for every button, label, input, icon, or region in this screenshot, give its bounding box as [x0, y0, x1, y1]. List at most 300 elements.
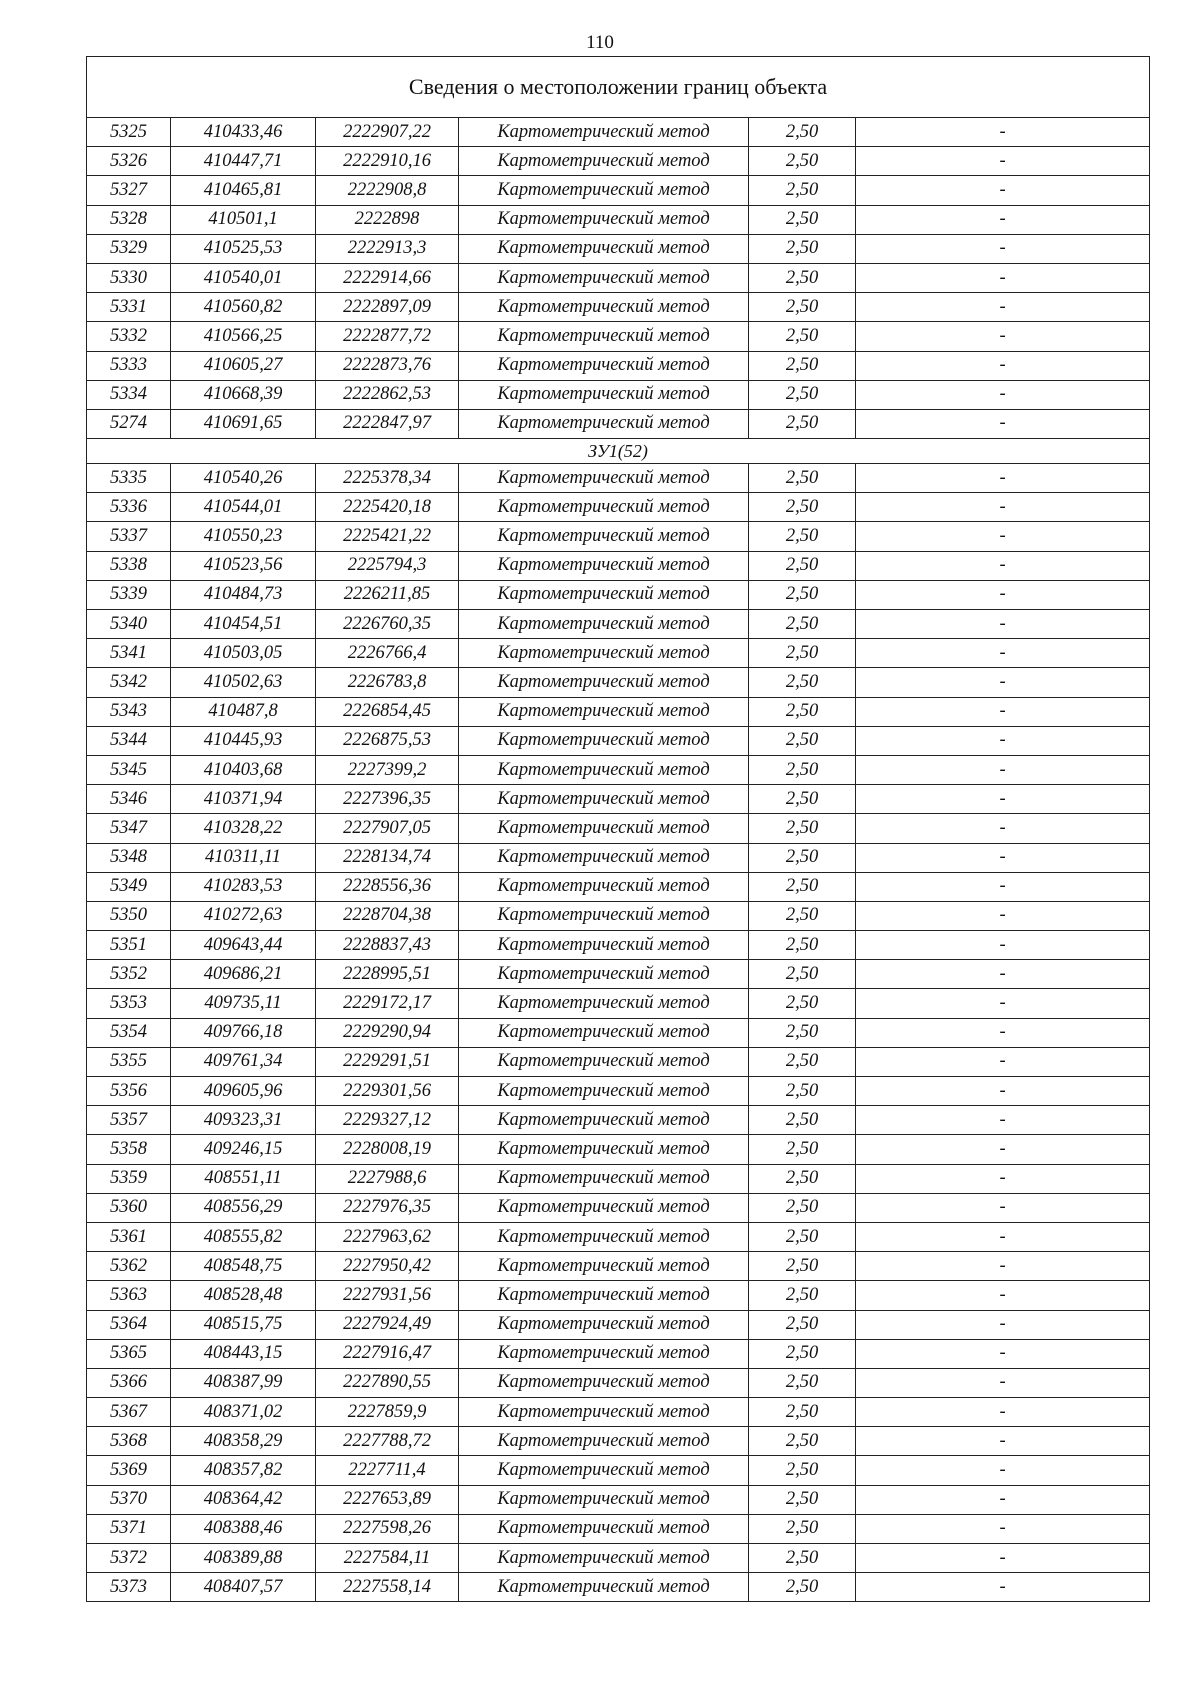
y-coordinate-cell: 2227890,55 — [316, 1368, 459, 1397]
y-coordinate-cell: 2225420,18 — [316, 493, 459, 522]
y-coordinate-cell: 2226211,85 — [316, 580, 459, 609]
x-coordinate-cell: 410525,53 — [171, 234, 316, 263]
method-cell: Картометрический метод — [459, 1456, 749, 1485]
description-cell: - — [856, 1164, 1150, 1193]
point-number-cell: 5370 — [87, 1485, 171, 1514]
x-coordinate-cell: 409761,34 — [171, 1047, 316, 1076]
point-number-cell: 5326 — [87, 147, 171, 176]
description-cell: - — [856, 464, 1150, 493]
method-cell: Картометрический метод — [459, 960, 749, 989]
point-number-cell: 5328 — [87, 205, 171, 234]
point-number-cell: 5367 — [87, 1398, 171, 1427]
method-cell: Картометрический метод — [459, 755, 749, 784]
method-cell: Картометрический метод — [459, 322, 749, 351]
description-cell: - — [856, 872, 1150, 901]
point-number-cell: 5347 — [87, 814, 171, 843]
method-cell: Картометрический метод — [459, 1106, 749, 1135]
x-coordinate-cell: 408556,29 — [171, 1193, 316, 1222]
description-cell: - — [856, 1281, 1150, 1310]
description-cell: - — [856, 380, 1150, 409]
description-cell: - — [856, 1339, 1150, 1368]
precision-cell: 2,50 — [749, 989, 856, 1018]
description-cell: - — [856, 814, 1150, 843]
table-row — [87, 263, 1150, 292]
point-number-cell: 5329 — [87, 234, 171, 263]
method-cell: Картометрический метод — [459, 697, 749, 726]
point-number-cell: 5331 — [87, 293, 171, 322]
y-coordinate-cell: 2228134,74 — [316, 843, 459, 872]
boundary-table-body — [87, 57, 1150, 1602]
description-cell: - — [856, 1106, 1150, 1135]
precision-cell: 2,50 — [749, 205, 856, 234]
precision-cell: 2,50 — [749, 1164, 856, 1193]
precision-cell: 2,50 — [749, 1544, 856, 1573]
y-coordinate-cell: 2222873,76 — [316, 351, 459, 380]
x-coordinate-cell: 408357,82 — [171, 1456, 316, 1485]
point-number-cell: 5364 — [87, 1310, 171, 1339]
description-cell: - — [856, 293, 1150, 322]
x-coordinate-cell: 408371,02 — [171, 1398, 316, 1427]
point-number-cell: 5369 — [87, 1456, 171, 1485]
y-coordinate-cell: 2225378,34 — [316, 464, 459, 493]
point-number-cell: 5357 — [87, 1106, 171, 1135]
point-number-cell: 5368 — [87, 1427, 171, 1456]
table-row — [87, 380, 1150, 409]
page-number: 110 — [586, 32, 614, 53]
y-coordinate-cell: 2228837,43 — [316, 931, 459, 960]
table-row — [87, 843, 1150, 872]
point-number-cell: 5363 — [87, 1281, 171, 1310]
precision-cell: 2,50 — [749, 1252, 856, 1281]
description-cell: - — [856, 785, 1150, 814]
y-coordinate-cell: 2227859,9 — [316, 1398, 459, 1427]
x-coordinate-cell: 410433,46 — [171, 118, 316, 147]
precision-cell: 2,50 — [749, 1106, 856, 1135]
method-cell: Картометрический метод — [459, 1222, 749, 1251]
precision-cell: 2,50 — [749, 147, 856, 176]
precision-cell: 2,50 — [749, 409, 856, 438]
table-row — [87, 234, 1150, 263]
description-cell: - — [856, 843, 1150, 872]
x-coordinate-cell: 410523,56 — [171, 551, 316, 580]
description-cell: - — [856, 989, 1150, 1018]
precision-cell: 2,50 — [749, 1222, 856, 1251]
method-cell: Картометрический метод — [459, 872, 749, 901]
method-cell: Картометрический метод — [459, 293, 749, 322]
table-row — [87, 1427, 1150, 1456]
y-coordinate-cell: 2225794,3 — [316, 551, 459, 580]
table-row — [87, 1077, 1150, 1106]
table-row — [87, 1573, 1150, 1602]
y-coordinate-cell: 2222910,16 — [316, 147, 459, 176]
method-cell: Картометрический метод — [459, 205, 749, 234]
x-coordinate-cell: 410447,71 — [171, 147, 316, 176]
point-number-cell: 5361 — [87, 1222, 171, 1251]
description-cell: - — [856, 931, 1150, 960]
precision-cell: 2,50 — [749, 755, 856, 784]
table-row — [87, 464, 1150, 493]
method-cell: Картометрический метод — [459, 1164, 749, 1193]
description-cell: - — [856, 1573, 1150, 1602]
method-cell: Картометрический метод — [459, 843, 749, 872]
table-row — [87, 1339, 1150, 1368]
x-coordinate-cell: 410501,1 — [171, 205, 316, 234]
y-coordinate-cell: 2222907,22 — [316, 118, 459, 147]
table-row — [87, 755, 1150, 784]
method-cell: Картометрический метод — [459, 409, 749, 438]
y-coordinate-cell: 2227924,49 — [316, 1310, 459, 1339]
table-row — [87, 931, 1150, 960]
y-coordinate-cell: 2226783,8 — [316, 668, 459, 697]
point-number-cell: 5365 — [87, 1339, 171, 1368]
table-row — [87, 1252, 1150, 1281]
table-row — [87, 1018, 1150, 1047]
description-cell: - — [856, 551, 1150, 580]
precision-cell: 2,50 — [749, 293, 856, 322]
description-cell: - — [856, 610, 1150, 639]
y-coordinate-cell: 2222847,97 — [316, 409, 459, 438]
precision-cell: 2,50 — [749, 1514, 856, 1543]
method-cell: Картометрический метод — [459, 380, 749, 409]
method-cell: Картометрический метод — [459, 118, 749, 147]
point-number-cell: 5335 — [87, 464, 171, 493]
y-coordinate-cell: 2227584,11 — [316, 1544, 459, 1573]
y-coordinate-cell: 2227907,05 — [316, 814, 459, 843]
precision-cell: 2,50 — [749, 118, 856, 147]
method-cell: Картометрический метод — [459, 1310, 749, 1339]
table-row — [87, 293, 1150, 322]
point-number-cell: 5327 — [87, 176, 171, 205]
precision-cell: 2,50 — [749, 1339, 856, 1368]
table-row — [87, 1514, 1150, 1543]
method-cell: Картометрический метод — [459, 1514, 749, 1543]
table-row — [87, 493, 1150, 522]
title-row — [87, 57, 1150, 118]
description-cell: - — [856, 1222, 1150, 1251]
table-row — [87, 1164, 1150, 1193]
table-row — [87, 322, 1150, 351]
x-coordinate-cell: 409686,21 — [171, 960, 316, 989]
precision-cell: 2,50 — [749, 1135, 856, 1164]
x-coordinate-cell: 410560,82 — [171, 293, 316, 322]
x-coordinate-cell: 410465,81 — [171, 176, 316, 205]
x-coordinate-cell: 408389,88 — [171, 1544, 316, 1573]
description-cell: - — [856, 668, 1150, 697]
y-coordinate-cell: 2227963,62 — [316, 1222, 459, 1251]
x-coordinate-cell: 410503,05 — [171, 639, 316, 668]
method-cell: Картометрический метод — [459, 1398, 749, 1427]
method-cell: Картометрический метод — [459, 551, 749, 580]
y-coordinate-cell: 2229172,17 — [316, 989, 459, 1018]
method-cell: Картометрический метод — [459, 1544, 749, 1573]
description-cell: - — [856, 205, 1150, 234]
precision-cell: 2,50 — [749, 380, 856, 409]
precision-cell: 2,50 — [749, 580, 856, 609]
y-coordinate-cell: 2222898 — [316, 205, 459, 234]
description-cell: - — [856, 263, 1150, 292]
method-cell: Картометрический метод — [459, 1077, 749, 1106]
x-coordinate-cell: 410272,63 — [171, 901, 316, 930]
method-cell: Картометрический метод — [459, 1573, 749, 1602]
description-cell: - — [856, 118, 1150, 147]
y-coordinate-cell: 2226766,4 — [316, 639, 459, 668]
point-number-cell: 5360 — [87, 1193, 171, 1222]
precision-cell: 2,50 — [749, 351, 856, 380]
description-cell: - — [856, 1310, 1150, 1339]
coordinates-sheet — [86, 56, 1149, 1602]
y-coordinate-cell: 2222914,66 — [316, 263, 459, 292]
method-cell: Картометрический метод — [459, 668, 749, 697]
table-row — [87, 1106, 1150, 1135]
point-number-cell: 5349 — [87, 872, 171, 901]
method-cell: Картометрический метод — [459, 263, 749, 292]
x-coordinate-cell: 410540,01 — [171, 263, 316, 292]
table-row — [87, 785, 1150, 814]
x-coordinate-cell: 409735,11 — [171, 989, 316, 1018]
x-coordinate-cell: 408407,57 — [171, 1573, 316, 1602]
table-row — [87, 1310, 1150, 1339]
method-cell: Картометрический метод — [459, 1135, 749, 1164]
description-cell: - — [856, 1193, 1150, 1222]
point-number-cell: 5274 — [87, 409, 171, 438]
method-cell: Картометрический метод — [459, 989, 749, 1018]
precision-cell: 2,50 — [749, 610, 856, 639]
boundary-table — [86, 56, 1150, 1602]
y-coordinate-cell: 2226760,35 — [316, 610, 459, 639]
table-row — [87, 1222, 1150, 1251]
description-cell: - — [856, 522, 1150, 551]
method-cell: Картометрический метод — [459, 1047, 749, 1076]
table-row — [87, 205, 1150, 234]
description-cell: - — [856, 1047, 1150, 1076]
x-coordinate-cell: 408515,75 — [171, 1310, 316, 1339]
y-coordinate-cell: 2227950,42 — [316, 1252, 459, 1281]
precision-cell: 2,50 — [749, 464, 856, 493]
description-cell: - — [856, 147, 1150, 176]
description-cell: - — [856, 1398, 1150, 1427]
y-coordinate-cell: 2228008,19 — [316, 1135, 459, 1164]
y-coordinate-cell: 2229291,51 — [316, 1047, 459, 1076]
description-cell: - — [856, 493, 1150, 522]
method-cell: Картометрический метод — [459, 147, 749, 176]
precision-cell: 2,50 — [749, 960, 856, 989]
point-number-cell: 5337 — [87, 522, 171, 551]
group-row — [87, 439, 1150, 464]
x-coordinate-cell: 408555,82 — [171, 1222, 316, 1251]
y-coordinate-cell: 2226854,45 — [316, 697, 459, 726]
method-cell: Картометрический метод — [459, 1339, 749, 1368]
x-coordinate-cell: 410445,93 — [171, 726, 316, 755]
description-cell: - — [856, 1077, 1150, 1106]
point-number-cell: 5330 — [87, 263, 171, 292]
y-coordinate-cell: 2229301,56 — [316, 1077, 459, 1106]
point-number-cell: 5356 — [87, 1077, 171, 1106]
method-cell: Картометрический метод — [459, 464, 749, 493]
point-number-cell: 5346 — [87, 785, 171, 814]
point-number-cell: 5343 — [87, 697, 171, 726]
y-coordinate-cell: 2227711,4 — [316, 1456, 459, 1485]
point-number-cell: 5333 — [87, 351, 171, 380]
point-number-cell: 5332 — [87, 322, 171, 351]
precision-cell: 2,50 — [749, 1368, 856, 1397]
description-cell: - — [856, 901, 1150, 930]
x-coordinate-cell: 410566,25 — [171, 322, 316, 351]
x-coordinate-cell: 409766,18 — [171, 1018, 316, 1047]
precision-cell: 2,50 — [749, 1427, 856, 1456]
y-coordinate-cell: 2222908,8 — [316, 176, 459, 205]
precision-cell: 2,50 — [749, 522, 856, 551]
table-row — [87, 1456, 1150, 1485]
precision-cell: 2,50 — [749, 639, 856, 668]
point-number-cell: 5362 — [87, 1252, 171, 1281]
y-coordinate-cell: 2227653,89 — [316, 1485, 459, 1514]
description-cell: - — [856, 1018, 1150, 1047]
x-coordinate-cell: 408551,11 — [171, 1164, 316, 1193]
method-cell: Картометрический метод — [459, 931, 749, 960]
precision-cell: 2,50 — [749, 322, 856, 351]
point-number-cell: 5338 — [87, 551, 171, 580]
table-row — [87, 1135, 1150, 1164]
x-coordinate-cell: 410328,22 — [171, 814, 316, 843]
method-cell: Картометрический метод — [459, 726, 749, 755]
point-number-cell: 5355 — [87, 1047, 171, 1076]
table-row — [87, 639, 1150, 668]
y-coordinate-cell: 2225421,22 — [316, 522, 459, 551]
y-coordinate-cell: 2228704,38 — [316, 901, 459, 930]
method-cell: Картометрический метод — [459, 1193, 749, 1222]
precision-cell: 2,50 — [749, 1281, 856, 1310]
method-cell: Картометрический метод — [459, 1281, 749, 1310]
point-number-cell: 5358 — [87, 1135, 171, 1164]
method-cell: Картометрический метод — [459, 901, 749, 930]
table-row — [87, 872, 1150, 901]
precision-cell: 2,50 — [749, 872, 856, 901]
y-coordinate-cell: 2227976,35 — [316, 1193, 459, 1222]
table-row — [87, 814, 1150, 843]
y-coordinate-cell: 2226875,53 — [316, 726, 459, 755]
description-cell: - — [856, 1514, 1150, 1543]
y-coordinate-cell: 2222897,09 — [316, 293, 459, 322]
precision-cell: 2,50 — [749, 931, 856, 960]
x-coordinate-cell: 410371,94 — [171, 785, 316, 814]
table-row — [87, 580, 1150, 609]
point-number-cell: 5373 — [87, 1573, 171, 1602]
x-coordinate-cell: 410550,23 — [171, 522, 316, 551]
y-coordinate-cell: 2228556,36 — [316, 872, 459, 901]
table-row — [87, 1544, 1150, 1573]
description-cell: - — [856, 580, 1150, 609]
y-coordinate-cell: 2222877,72 — [316, 322, 459, 351]
table-row — [87, 551, 1150, 580]
description-cell: - — [856, 1252, 1150, 1281]
method-cell: Картометрический метод — [459, 785, 749, 814]
precision-cell: 2,50 — [749, 1485, 856, 1514]
table-row — [87, 1047, 1150, 1076]
x-coordinate-cell: 408548,75 — [171, 1252, 316, 1281]
point-number-cell: 5336 — [87, 493, 171, 522]
table-row — [87, 351, 1150, 380]
description-cell: - — [856, 409, 1150, 438]
point-number-cell: 5372 — [87, 1544, 171, 1573]
y-coordinate-cell: 2227396,35 — [316, 785, 459, 814]
description-cell: - — [856, 1485, 1150, 1514]
description-cell: - — [856, 726, 1150, 755]
y-coordinate-cell: 2229327,12 — [316, 1106, 459, 1135]
method-cell: Картометрический метод — [459, 1018, 749, 1047]
precision-cell: 2,50 — [749, 1456, 856, 1485]
x-coordinate-cell: 408388,46 — [171, 1514, 316, 1543]
x-coordinate-cell: 410403,68 — [171, 755, 316, 784]
table-row — [87, 668, 1150, 697]
precision-cell: 2,50 — [749, 551, 856, 580]
x-coordinate-cell: 408387,99 — [171, 1368, 316, 1397]
description-cell: - — [856, 234, 1150, 263]
y-coordinate-cell: 2227399,2 — [316, 755, 459, 784]
precision-cell: 2,50 — [749, 1573, 856, 1602]
precision-cell: 2,50 — [749, 234, 856, 263]
precision-cell: 2,50 — [749, 1077, 856, 1106]
precision-cell: 2,50 — [749, 1018, 856, 1047]
table-row — [87, 1398, 1150, 1427]
method-cell: Картометрический метод — [459, 610, 749, 639]
x-coordinate-cell: 410544,01 — [171, 493, 316, 522]
precision-cell: 2,50 — [749, 493, 856, 522]
description-cell: - — [856, 755, 1150, 784]
point-number-cell: 5334 — [87, 380, 171, 409]
method-cell: Картометрический метод — [459, 639, 749, 668]
y-coordinate-cell: 2227598,26 — [316, 1514, 459, 1543]
x-coordinate-cell: 409605,96 — [171, 1077, 316, 1106]
point-number-cell: 5353 — [87, 989, 171, 1018]
x-coordinate-cell: 410502,63 — [171, 668, 316, 697]
method-cell: Картометрический метод — [459, 580, 749, 609]
method-cell: Картометрический метод — [459, 234, 749, 263]
x-coordinate-cell: 410311,11 — [171, 843, 316, 872]
x-coordinate-cell: 409643,44 — [171, 931, 316, 960]
point-number-cell: 5345 — [87, 755, 171, 784]
description-cell: - — [856, 639, 1150, 668]
x-coordinate-cell: 410605,27 — [171, 351, 316, 380]
point-number-cell: 5340 — [87, 610, 171, 639]
table-row — [87, 610, 1150, 639]
table-row — [87, 960, 1150, 989]
y-coordinate-cell: 2227988,6 — [316, 1164, 459, 1193]
description-cell: - — [856, 697, 1150, 726]
x-coordinate-cell: 410484,73 — [171, 580, 316, 609]
point-number-cell: 5342 — [87, 668, 171, 697]
y-coordinate-cell: 2227558,14 — [316, 1573, 459, 1602]
point-number-cell: 5352 — [87, 960, 171, 989]
table-row — [87, 1281, 1150, 1310]
point-number-cell: 5325 — [87, 118, 171, 147]
table-row — [87, 726, 1150, 755]
y-coordinate-cell: 2227916,47 — [316, 1339, 459, 1368]
table-row — [87, 901, 1150, 930]
method-cell: Картометрический метод — [459, 814, 749, 843]
method-cell: Картометрический метод — [459, 522, 749, 551]
y-coordinate-cell: 2222913,3 — [316, 234, 459, 263]
method-cell: Картометрический метод — [459, 1252, 749, 1281]
description-cell: - — [856, 1544, 1150, 1573]
table-title: Сведения о местоположении границ объекта — [87, 57, 1150, 118]
precision-cell: 2,50 — [749, 176, 856, 205]
method-cell: Картометрический метод — [459, 1427, 749, 1456]
point-number-cell: 5351 — [87, 931, 171, 960]
method-cell: Картометрический метод — [459, 1368, 749, 1397]
table-row — [87, 989, 1150, 1018]
precision-cell: 2,50 — [749, 1193, 856, 1222]
point-number-cell: 5341 — [87, 639, 171, 668]
